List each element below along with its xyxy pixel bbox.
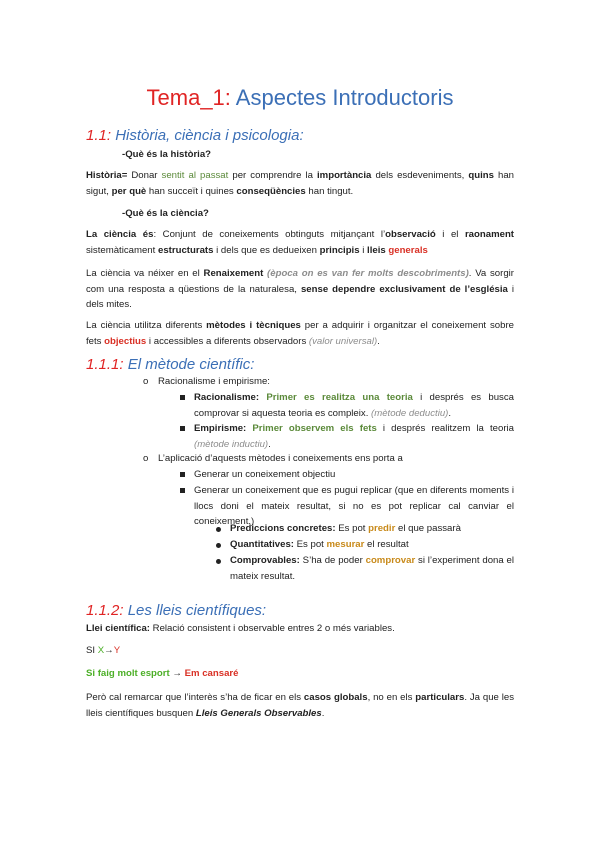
text: . bbox=[377, 335, 380, 347]
text: el resultat bbox=[364, 539, 409, 550]
text: i bbox=[359, 244, 368, 256]
bold: principis bbox=[319, 244, 360, 256]
text: Donar bbox=[127, 170, 162, 181]
list-item-predictions bbox=[230, 521, 514, 537]
variable-y: Y bbox=[113, 645, 121, 656]
list-item: Generar un coneixement que es pugui replicar (que en diferents moments i llocs doni el mateix resultat, si no es pot replicar cal canviar el coneixement.) bbox=[194, 485, 514, 528]
text: . bbox=[448, 407, 452, 419]
title-rest: Aspectes Introductoris bbox=[230, 85, 454, 110]
paragraph-methods bbox=[86, 318, 514, 349]
paragraph-renaissance bbox=[86, 266, 514, 313]
text: La ciència va néixer en el bbox=[86, 268, 204, 279]
note: (època on es van fer molts descobriments) bbox=[267, 268, 469, 279]
section-number: 1.1.1: bbox=[86, 356, 124, 373]
list-item: L’aplicació d’aquests mètodes i coneixements ens porta a bbox=[158, 453, 403, 464]
text: Es pot bbox=[335, 523, 369, 534]
text: La ciència utilitza diferents bbox=[86, 320, 207, 331]
term: Prediccions concretes: bbox=[230, 523, 336, 534]
question-history: -Què és la història? bbox=[122, 149, 212, 160]
highlight-red: objectius bbox=[104, 335, 147, 347]
list-item-rationalism bbox=[194, 390, 514, 421]
dot-bullet bbox=[216, 559, 221, 564]
variable-x: X bbox=[97, 645, 105, 656]
section-heading-1-1-2 bbox=[86, 601, 266, 621]
list-item-empiricism bbox=[194, 421, 514, 452]
text: per a adquirir i organitzar el coneixement sobre fets bbox=[86, 320, 514, 347]
list-item: Generar un coneixement objectiu bbox=[194, 469, 336, 480]
text: . bbox=[268, 438, 271, 450]
text: dels esdeveniments, bbox=[371, 170, 469, 181]
highlight-red: generals bbox=[388, 244, 428, 256]
text: Relació consistent i observable entres 2 o més variables. bbox=[149, 623, 395, 634]
highlight: sentit al passat bbox=[161, 170, 229, 181]
note: (mètode deductiu) bbox=[371, 407, 449, 419]
text: i accessibles a diferents observadors bbox=[146, 335, 309, 347]
text: S’ha de poder bbox=[299, 555, 366, 566]
bold: importància bbox=[317, 170, 372, 181]
effect: Em cansaré bbox=[181, 668, 239, 679]
bold: lleis bbox=[367, 244, 386, 256]
bold-italic: Lleis Generals Observables bbox=[195, 707, 322, 719]
square-bullet bbox=[180, 472, 185, 477]
bold: particulars bbox=[415, 692, 465, 703]
arrow-icon: → bbox=[172, 668, 182, 679]
highlight: comprovar bbox=[365, 555, 416, 566]
title-prefix: Tema_1: bbox=[146, 85, 231, 110]
highlight: predir bbox=[368, 523, 396, 534]
term: La ciència és bbox=[86, 229, 154, 240]
example-line bbox=[86, 666, 514, 682]
section-heading-1-1 bbox=[86, 126, 304, 146]
bold: conseqüències bbox=[236, 185, 306, 197]
highlight: Primer observem els fets bbox=[252, 423, 377, 434]
section-heading-1-1-1 bbox=[86, 355, 254, 375]
section-title: Història, ciència i psicologia: bbox=[111, 127, 304, 144]
paragraph-history bbox=[86, 168, 514, 199]
square-bullet bbox=[180, 395, 185, 400]
term: Racionalisme: bbox=[194, 392, 260, 403]
list-item: Racionalisme i empirisme: bbox=[158, 376, 270, 387]
text: Però cal remarcar que l’interès s’ha de ficar en els bbox=[86, 692, 304, 703]
text: i després realitzem la teoria bbox=[376, 423, 514, 434]
text: SI bbox=[86, 645, 98, 656]
highlight: Primer es realitza una teoria bbox=[266, 392, 413, 403]
highlight: mesurar bbox=[326, 539, 365, 550]
cause: Si faig molt esport bbox=[86, 668, 173, 679]
text: . bbox=[321, 707, 325, 719]
list-item-verifiable bbox=[230, 553, 514, 584]
circle-bullet: o bbox=[143, 453, 149, 464]
term: Empirisme: bbox=[194, 423, 247, 434]
section-title: El mètode científic: bbox=[123, 356, 255, 373]
section-number: 1.1: bbox=[86, 127, 112, 144]
paragraph-remark bbox=[86, 690, 514, 721]
circle-bullet: o bbox=[143, 376, 149, 387]
bold: raonament bbox=[464, 229, 514, 240]
text: sistemàticament bbox=[86, 244, 158, 256]
section-number: 1.1.2: bbox=[86, 602, 124, 619]
bold: sense dependre exclusivament de l’església bbox=[300, 283, 508, 295]
bold: mètodes i tècniques bbox=[206, 320, 301, 331]
page-title bbox=[0, 84, 600, 112]
bold: quins bbox=[468, 170, 494, 181]
dot-bullet bbox=[216, 527, 221, 532]
text: i després es busca comprovar si aquesta teoria es compleix. bbox=[194, 392, 514, 419]
question-science: -Què és la ciència? bbox=[122, 208, 209, 219]
list-item-quantitative bbox=[230, 537, 514, 553]
text: . Ja que les lleis científiques busquen bbox=[86, 692, 514, 719]
dot-bullet bbox=[216, 543, 221, 548]
text: , no en els bbox=[367, 692, 416, 703]
text: i dels mites. bbox=[86, 283, 515, 311]
text: i el bbox=[435, 229, 465, 240]
text: han succeït i quines bbox=[146, 185, 237, 197]
text: si l’experiment dona el mateix resultat. bbox=[230, 555, 515, 582]
text: per comprendre la bbox=[228, 170, 318, 181]
paragraph-science bbox=[86, 227, 514, 258]
text: i dels que es dedueixen bbox=[213, 244, 320, 256]
bold: observació bbox=[385, 229, 436, 240]
section-title: Les lleis científiques: bbox=[123, 602, 267, 619]
bold: estructurats bbox=[157, 244, 214, 256]
note: (mètode inductiu) bbox=[194, 438, 269, 450]
note: (valor universal) bbox=[308, 335, 378, 347]
text: el que passarà bbox=[395, 523, 461, 534]
bold: per què bbox=[111, 185, 147, 197]
term: Comprovables: bbox=[230, 555, 300, 566]
term: Història= bbox=[86, 170, 128, 181]
text: han tingut. bbox=[305, 185, 354, 197]
paragraph-scientific-law bbox=[86, 621, 514, 637]
square-bullet bbox=[180, 488, 185, 493]
text: Es pot bbox=[293, 539, 327, 550]
square-bullet bbox=[180, 426, 185, 431]
term: Llei científica: bbox=[86, 623, 150, 634]
bold: Renaixement bbox=[203, 268, 264, 279]
arrow-icon: → bbox=[104, 645, 114, 656]
bold: casos globals bbox=[303, 692, 368, 703]
formula-line bbox=[86, 643, 514, 659]
text: . Va sorgir com una resposta a qüestions de la naturalesa, bbox=[86, 268, 514, 295]
text: han sigut, bbox=[86, 170, 514, 197]
term: Quantitatives: bbox=[230, 539, 294, 550]
text: : Conjunt de coneixements obtinguts mitjançant l’ bbox=[153, 229, 386, 240]
